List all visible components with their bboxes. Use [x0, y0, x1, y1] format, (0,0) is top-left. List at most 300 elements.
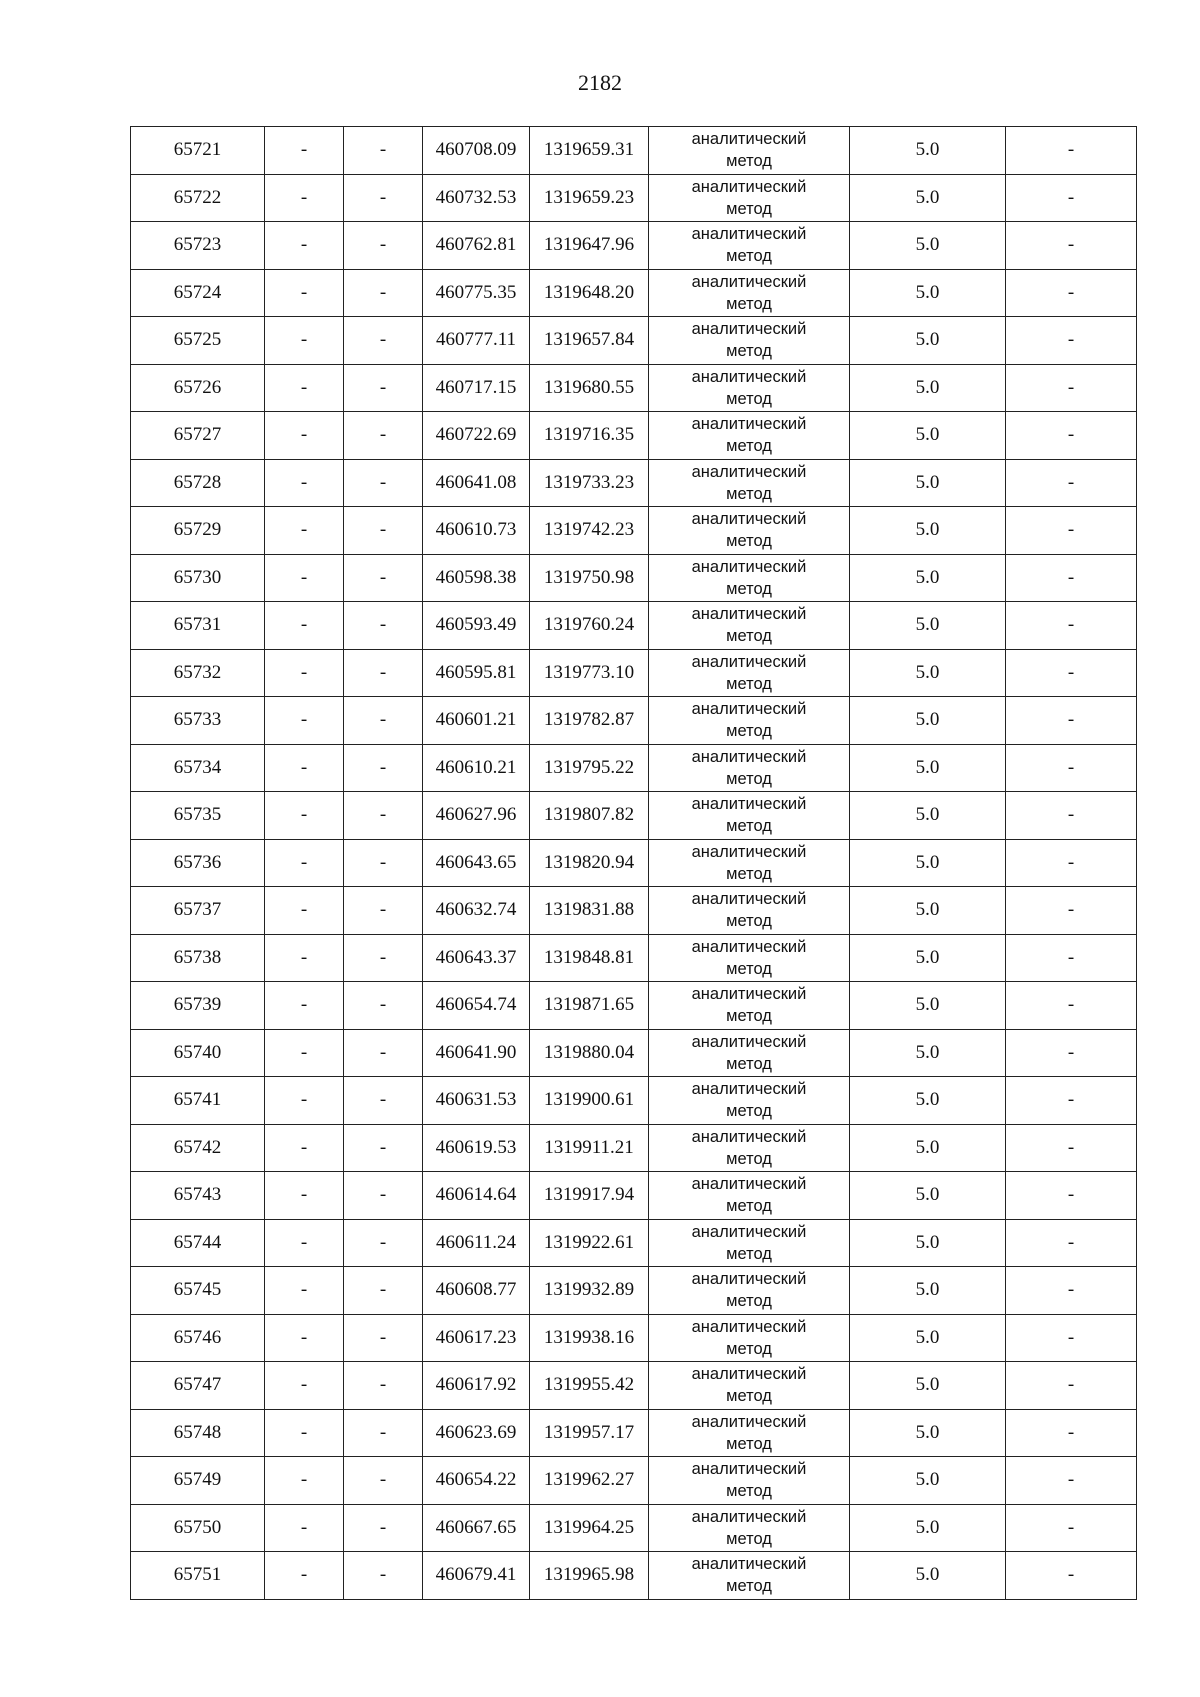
table-row	[131, 127, 1137, 175]
empty-column-3-cell: -	[344, 507, 423, 555]
x-coordinate-cell: 460611.24	[423, 1219, 530, 1267]
method-text: аналитический	[691, 937, 807, 956]
y-coordinate-cell: 1319932.89	[530, 1267, 649, 1315]
empty-column-8-cell: -	[1006, 507, 1137, 555]
method-text: метод	[726, 579, 772, 598]
method-text: метод	[726, 389, 772, 408]
empty-column-3-cell: -	[344, 554, 423, 602]
method-text: аналитический	[691, 415, 807, 434]
coordinates-table	[130, 126, 1137, 1600]
method-cell	[649, 1409, 850, 1457]
point-number-cell: 65750	[131, 1504, 265, 1552]
method-text: аналитический	[691, 842, 807, 861]
empty-column-2-cell: -	[265, 1457, 344, 1505]
empty-column-3-cell: -	[344, 697, 423, 745]
y-coordinate-cell: 1319871.65	[530, 982, 649, 1030]
empty-column-8-cell: -	[1006, 1077, 1137, 1125]
method-cell	[649, 174, 850, 222]
x-coordinate-cell: 460775.35	[423, 269, 530, 317]
method-text: аналитический	[691, 1460, 807, 1479]
method-cell	[649, 934, 850, 982]
x-coordinate-cell: 460614.64	[423, 1172, 530, 1220]
accuracy-cell: 5.0	[850, 1504, 1006, 1552]
method-text: аналитический	[691, 177, 807, 196]
method-text: метод	[726, 199, 772, 218]
table-row	[131, 269, 1137, 317]
table-row	[131, 602, 1137, 650]
table-row	[131, 1552, 1137, 1600]
method-text: аналитический	[691, 700, 807, 719]
point-number-cell: 65749	[131, 1457, 265, 1505]
empty-column-2-cell: -	[265, 744, 344, 792]
empty-column-2-cell: -	[265, 649, 344, 697]
method-cell	[649, 839, 850, 887]
method-text: аналитический	[691, 462, 807, 481]
method-cell	[649, 1267, 850, 1315]
point-number-cell: 65740	[131, 1029, 265, 1077]
empty-column-3-cell: -	[344, 127, 423, 175]
x-coordinate-cell: 460667.65	[423, 1504, 530, 1552]
empty-column-2-cell: -	[265, 1172, 344, 1220]
method-text: метод	[726, 1007, 772, 1026]
y-coordinate-cell: 1319750.98	[530, 554, 649, 602]
empty-column-2-cell: -	[265, 127, 344, 175]
method-cell	[649, 602, 850, 650]
y-coordinate-cell: 1319880.04	[530, 1029, 649, 1077]
method-text: аналитический	[691, 1270, 807, 1289]
y-coordinate-cell: 1319955.42	[530, 1362, 649, 1410]
point-number-cell: 65743	[131, 1172, 265, 1220]
x-coordinate-cell: 460732.53	[423, 174, 530, 222]
point-number-cell: 65724	[131, 269, 265, 317]
method-cell	[649, 649, 850, 697]
y-coordinate-cell: 1319820.94	[530, 839, 649, 887]
empty-column-8-cell: -	[1006, 222, 1137, 270]
empty-column-3-cell: -	[344, 1504, 423, 1552]
table-row	[131, 1077, 1137, 1125]
method-text: метод	[726, 959, 772, 978]
method-text: аналитический	[691, 890, 807, 909]
empty-column-3-cell: -	[344, 364, 423, 412]
x-coordinate-cell: 460601.21	[423, 697, 530, 745]
method-cell	[649, 1362, 850, 1410]
accuracy-cell: 5.0	[850, 364, 1006, 412]
empty-column-3-cell: -	[344, 1029, 423, 1077]
empty-column-8-cell: -	[1006, 1457, 1137, 1505]
method-text: аналитический	[691, 557, 807, 576]
y-coordinate-cell: 1319848.81	[530, 934, 649, 982]
method-text: аналитический	[691, 795, 807, 814]
empty-column-3-cell: -	[344, 839, 423, 887]
empty-column-3-cell: -	[344, 1314, 423, 1362]
y-coordinate-cell: 1319659.31	[530, 127, 649, 175]
point-number-cell: 65751	[131, 1552, 265, 1600]
empty-column-3-cell: -	[344, 269, 423, 317]
empty-column-8-cell: -	[1006, 269, 1137, 317]
table-row	[131, 554, 1137, 602]
x-coordinate-cell: 460617.23	[423, 1314, 530, 1362]
x-coordinate-cell: 460762.81	[423, 222, 530, 270]
empty-column-8-cell: -	[1006, 887, 1137, 935]
accuracy-cell: 5.0	[850, 317, 1006, 365]
method-text: метод	[726, 1434, 772, 1453]
point-number-cell: 65746	[131, 1314, 265, 1362]
y-coordinate-cell: 1319647.96	[530, 222, 649, 270]
method-text: аналитический	[691, 1222, 807, 1241]
table-row	[131, 1314, 1137, 1362]
y-coordinate-cell: 1319964.25	[530, 1504, 649, 1552]
empty-column-8-cell: -	[1006, 982, 1137, 1030]
accuracy-cell: 5.0	[850, 269, 1006, 317]
table-row	[131, 507, 1137, 555]
accuracy-cell: 5.0	[850, 792, 1006, 840]
accuracy-cell: 5.0	[850, 1314, 1006, 1362]
x-coordinate-cell: 460641.08	[423, 459, 530, 507]
table-row	[131, 364, 1137, 412]
empty-column-8-cell: -	[1006, 1552, 1137, 1600]
y-coordinate-cell: 1319962.27	[530, 1457, 649, 1505]
accuracy-cell: 5.0	[850, 1409, 1006, 1457]
method-cell	[649, 412, 850, 460]
empty-column-3-cell: -	[344, 1362, 423, 1410]
point-number-cell: 65728	[131, 459, 265, 507]
method-cell	[649, 1314, 850, 1362]
empty-column-8-cell: -	[1006, 1314, 1137, 1362]
method-text: метод	[726, 1197, 772, 1216]
table-row	[131, 887, 1137, 935]
accuracy-cell: 5.0	[850, 744, 1006, 792]
empty-column-3-cell: -	[344, 1409, 423, 1457]
empty-column-8-cell: -	[1006, 459, 1137, 507]
method-text: метод	[726, 1387, 772, 1406]
y-coordinate-cell: 1319648.20	[530, 269, 649, 317]
empty-column-2-cell: -	[265, 1077, 344, 1125]
empty-column-8-cell: -	[1006, 1124, 1137, 1172]
y-coordinate-cell: 1319733.23	[530, 459, 649, 507]
method-text: метод	[726, 532, 772, 551]
x-coordinate-cell: 460598.38	[423, 554, 530, 602]
y-coordinate-cell: 1319782.87	[530, 697, 649, 745]
table-row	[131, 792, 1137, 840]
point-number-cell: 65732	[131, 649, 265, 697]
point-number-cell: 65739	[131, 982, 265, 1030]
method-text: аналитический	[691, 1507, 807, 1526]
method-text: метод	[726, 1292, 772, 1311]
table-row	[131, 1267, 1137, 1315]
y-coordinate-cell: 1319807.82	[530, 792, 649, 840]
table-row	[131, 982, 1137, 1030]
method-text: аналитический	[691, 1032, 807, 1051]
method-text: аналитический	[691, 1412, 807, 1431]
y-coordinate-cell: 1319911.21	[530, 1124, 649, 1172]
empty-column-8-cell: -	[1006, 649, 1137, 697]
method-cell	[649, 1077, 850, 1125]
method-text: метод	[726, 1339, 772, 1358]
point-number-cell: 65735	[131, 792, 265, 840]
empty-column-2-cell: -	[265, 982, 344, 1030]
accuracy-cell: 5.0	[850, 222, 1006, 270]
method-cell	[649, 269, 850, 317]
y-coordinate-cell: 1319773.10	[530, 649, 649, 697]
point-number-cell: 65722	[131, 174, 265, 222]
method-cell	[649, 222, 850, 270]
empty-column-8-cell: -	[1006, 127, 1137, 175]
x-coordinate-cell: 460654.22	[423, 1457, 530, 1505]
x-coordinate-cell: 460610.73	[423, 507, 530, 555]
empty-column-8-cell: -	[1006, 1409, 1137, 1457]
table-row	[131, 174, 1137, 222]
table-row	[131, 1457, 1137, 1505]
y-coordinate-cell: 1319716.35	[530, 412, 649, 460]
method-cell	[649, 792, 850, 840]
empty-column-2-cell: -	[265, 1029, 344, 1077]
table-row	[131, 222, 1137, 270]
y-coordinate-cell: 1319957.17	[530, 1409, 649, 1457]
method-text: аналитический	[691, 272, 807, 291]
method-text: метод	[726, 1577, 772, 1596]
y-coordinate-cell: 1319831.88	[530, 887, 649, 935]
x-coordinate-cell: 460643.37	[423, 934, 530, 982]
empty-column-3-cell: -	[344, 1219, 423, 1267]
y-coordinate-cell: 1319680.55	[530, 364, 649, 412]
method-text: аналитический	[691, 130, 807, 149]
method-cell	[649, 554, 850, 602]
empty-column-8-cell: -	[1006, 1172, 1137, 1220]
method-text: аналитический	[691, 225, 807, 244]
y-coordinate-cell: 1319917.94	[530, 1172, 649, 1220]
empty-column-3-cell: -	[344, 1077, 423, 1125]
accuracy-cell: 5.0	[850, 982, 1006, 1030]
method-text: метод	[726, 294, 772, 313]
accuracy-cell: 5.0	[850, 1362, 1006, 1410]
method-text: метод	[726, 247, 772, 266]
method-text: метод	[726, 769, 772, 788]
point-number-cell: 65726	[131, 364, 265, 412]
empty-column-8-cell: -	[1006, 317, 1137, 365]
empty-column-2-cell: -	[265, 887, 344, 935]
empty-column-8-cell: -	[1006, 174, 1137, 222]
table-row	[131, 1172, 1137, 1220]
x-coordinate-cell: 460722.69	[423, 412, 530, 460]
empty-column-8-cell: -	[1006, 792, 1137, 840]
x-coordinate-cell: 460632.74	[423, 887, 530, 935]
method-cell	[649, 1124, 850, 1172]
table-row	[131, 839, 1137, 887]
method-text: аналитический	[691, 747, 807, 766]
empty-column-3-cell: -	[344, 744, 423, 792]
method-text: аналитический	[691, 985, 807, 1004]
empty-column-3-cell: -	[344, 887, 423, 935]
accuracy-cell: 5.0	[850, 1029, 1006, 1077]
empty-column-3-cell: -	[344, 1552, 423, 1600]
y-coordinate-cell: 1319760.24	[530, 602, 649, 650]
method-text: метод	[726, 437, 772, 456]
x-coordinate-cell: 460717.15	[423, 364, 530, 412]
accuracy-cell: 5.0	[850, 1457, 1006, 1505]
method-text: метод	[726, 1102, 772, 1121]
table-row	[131, 1219, 1137, 1267]
method-text: метод	[726, 864, 772, 883]
y-coordinate-cell: 1319795.22	[530, 744, 649, 792]
point-number-cell: 65730	[131, 554, 265, 602]
accuracy-cell: 5.0	[850, 1124, 1006, 1172]
method-text: метод	[726, 817, 772, 836]
point-number-cell: 65736	[131, 839, 265, 887]
point-number-cell: 65733	[131, 697, 265, 745]
page-number: 2182	[578, 70, 622, 95]
point-number-cell: 65747	[131, 1362, 265, 1410]
empty-column-3-cell: -	[344, 602, 423, 650]
method-text: метод	[726, 722, 772, 741]
method-cell	[649, 744, 850, 792]
accuracy-cell: 5.0	[850, 459, 1006, 507]
x-coordinate-cell: 460777.11	[423, 317, 530, 365]
empty-column-8-cell: -	[1006, 1362, 1137, 1410]
method-cell	[649, 697, 850, 745]
empty-column-2-cell: -	[265, 1409, 344, 1457]
table-row	[131, 1124, 1137, 1172]
empty-column-8-cell: -	[1006, 1219, 1137, 1267]
method-text: аналитический	[691, 1080, 807, 1099]
x-coordinate-cell: 460679.41	[423, 1552, 530, 1600]
empty-column-8-cell: -	[1006, 697, 1137, 745]
table-row	[131, 744, 1137, 792]
point-number-cell: 65723	[131, 222, 265, 270]
empty-column-8-cell: -	[1006, 1504, 1137, 1552]
empty-column-8-cell: -	[1006, 744, 1137, 792]
empty-column-2-cell: -	[265, 412, 344, 460]
empty-column-2-cell: -	[265, 934, 344, 982]
accuracy-cell: 5.0	[850, 887, 1006, 935]
empty-column-8-cell: -	[1006, 412, 1137, 460]
table-row	[131, 697, 1137, 745]
y-coordinate-cell: 1319900.61	[530, 1077, 649, 1125]
method-text: метод	[726, 1149, 772, 1168]
empty-column-3-cell: -	[344, 982, 423, 1030]
method-text: метод	[726, 1244, 772, 1263]
empty-column-8-cell: -	[1006, 554, 1137, 602]
accuracy-cell: 5.0	[850, 507, 1006, 555]
method-cell	[649, 507, 850, 555]
empty-column-3-cell: -	[344, 1267, 423, 1315]
point-number-cell: 65731	[131, 602, 265, 650]
method-cell	[649, 982, 850, 1030]
x-coordinate-cell: 460623.69	[423, 1409, 530, 1457]
method-text: аналитический	[691, 1175, 807, 1194]
table-row	[131, 317, 1137, 365]
table-row	[131, 1409, 1137, 1457]
method-text: аналитический	[691, 510, 807, 529]
point-number-cell: 65744	[131, 1219, 265, 1267]
method-text: аналитический	[691, 652, 807, 671]
point-number-cell: 65727	[131, 412, 265, 460]
y-coordinate-cell: 1319742.23	[530, 507, 649, 555]
accuracy-cell: 5.0	[850, 127, 1006, 175]
method-text: аналитический	[691, 1555, 807, 1574]
table-row	[131, 1029, 1137, 1077]
method-cell	[649, 1219, 850, 1267]
accuracy-cell: 5.0	[850, 1077, 1006, 1125]
method-text: метод	[726, 1529, 772, 1548]
x-coordinate-cell: 460654.74	[423, 982, 530, 1030]
table-row	[131, 934, 1137, 982]
point-number-cell: 65748	[131, 1409, 265, 1457]
point-number-cell: 65737	[131, 887, 265, 935]
method-text: аналитический	[691, 605, 807, 624]
x-coordinate-cell: 460593.49	[423, 602, 530, 650]
empty-column-8-cell: -	[1006, 602, 1137, 650]
method-text: метод	[726, 484, 772, 503]
method-text: метод	[726, 152, 772, 171]
empty-column-8-cell: -	[1006, 934, 1137, 982]
empty-column-3-cell: -	[344, 1457, 423, 1505]
empty-column-2-cell: -	[265, 1504, 344, 1552]
method-cell	[649, 127, 850, 175]
accuracy-cell: 5.0	[850, 554, 1006, 602]
table-body	[131, 127, 1137, 1600]
empty-column-2-cell: -	[265, 839, 344, 887]
accuracy-cell: 5.0	[850, 839, 1006, 887]
table-row	[131, 459, 1137, 507]
x-coordinate-cell: 460619.53	[423, 1124, 530, 1172]
empty-column-2-cell: -	[265, 554, 344, 602]
method-text: аналитический	[691, 1317, 807, 1336]
empty-column-3-cell: -	[344, 1124, 423, 1172]
empty-column-2-cell: -	[265, 1362, 344, 1410]
empty-column-2-cell: -	[265, 1314, 344, 1362]
x-coordinate-cell: 460617.92	[423, 1362, 530, 1410]
method-text: метод	[726, 674, 772, 693]
point-number-cell: 65725	[131, 317, 265, 365]
x-coordinate-cell: 460595.81	[423, 649, 530, 697]
empty-column-8-cell: -	[1006, 839, 1137, 887]
method-cell	[649, 1457, 850, 1505]
accuracy-cell: 5.0	[850, 602, 1006, 650]
empty-column-2-cell: -	[265, 459, 344, 507]
empty-column-3-cell: -	[344, 649, 423, 697]
empty-column-2-cell: -	[265, 507, 344, 555]
method-text: метод	[726, 342, 772, 361]
method-text: аналитический	[691, 367, 807, 386]
empty-column-2-cell: -	[265, 174, 344, 222]
empty-column-8-cell: -	[1006, 364, 1137, 412]
method-cell	[649, 887, 850, 935]
y-coordinate-cell: 1319938.16	[530, 1314, 649, 1362]
point-number-cell: 65738	[131, 934, 265, 982]
method-cell	[649, 364, 850, 412]
point-number-cell: 65745	[131, 1267, 265, 1315]
empty-column-3-cell: -	[344, 1172, 423, 1220]
accuracy-cell: 5.0	[850, 1267, 1006, 1315]
method-cell	[649, 1172, 850, 1220]
empty-column-2-cell: -	[265, 1124, 344, 1172]
method-cell	[649, 459, 850, 507]
accuracy-cell: 5.0	[850, 697, 1006, 745]
empty-column-2-cell: -	[265, 364, 344, 412]
x-coordinate-cell: 460708.09	[423, 127, 530, 175]
empty-column-2-cell: -	[265, 317, 344, 365]
empty-column-2-cell: -	[265, 1219, 344, 1267]
method-cell	[649, 317, 850, 365]
point-number-cell: 65734	[131, 744, 265, 792]
y-coordinate-cell: 1319657.84	[530, 317, 649, 365]
empty-column-2-cell: -	[265, 697, 344, 745]
empty-column-3-cell: -	[344, 222, 423, 270]
method-cell	[649, 1029, 850, 1077]
method-text: метод	[726, 1054, 772, 1073]
empty-column-3-cell: -	[344, 934, 423, 982]
empty-column-2-cell: -	[265, 1267, 344, 1315]
